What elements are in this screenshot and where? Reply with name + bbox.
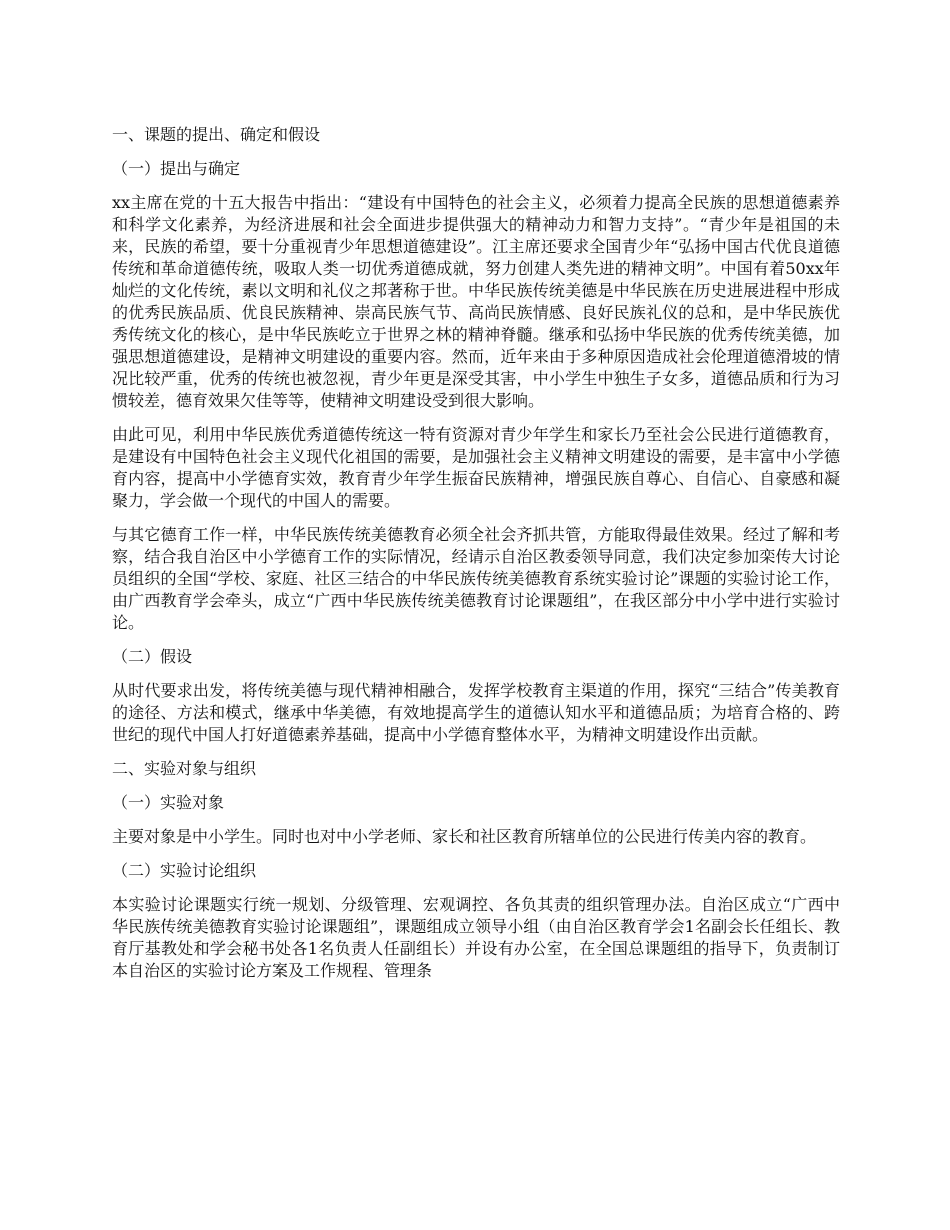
section-2-1-paragraph-1: 主要对象是中小学生。同时也对中小学老师、家长和社区教育所辖单位的公民进行传美内容的教育。 <box>112 827 817 846</box>
section-2-1-heading: （一）实验对象 <box>112 793 225 812</box>
section-1-1-paragraph-1: xx主席在党的十五大报告中指出：“建设有中国特色的社会主义，必须着力提高全民族的思想道德素养和科学文化素养，为经济进展和社会全面进步提供强大的精神动力和智力支持”。“青少年是祖国的未来，民族的希望，要十分重视青少年思想道德建设”。江主席还要求全国青少年“弘扬中国古代优良道德传统和革命道德传统，吸取人类一切优秀道德成就，努力创建人类先进的精神文明”。中国有着50xx年灿烂的文化传统，素以文明和礼仪之邦著称于世。中华民族传统美德是中华民族在历史进展进程中形成的优秀民族品质、优良民族精神、崇高民族气节、高尚民族情感、良好民族礼仪的总和，是中华民族优秀传统文化的核心，是中华民族屹立于世界之林的精神脊髓。继承和弘扬中华民族的优秀传统美德，加强思想道德建设，是精神文明建设的重要内容。然而，近年来由于多种原因造成社会伦理道德滑坡的情况比较严重，优秀的传统也被忽视，青少年更是深受其害，中小学生中独生子女多，道德品质和行为习惯较差，德育效果欠佳等等，使精神文明建设受到很大影响。 <box>112 193 840 410</box>
section-1-2-paragraph-1: 从时代要求出发，将传统美德与现代精神相融合，发挥学校教育主渠道的作用，探究“三结合”传美教育的途径、方法和模式，继承中华美德，有效地提高学生的道德认知水平和道德品质；为培育合格的、跨世纪的现代中国人打好道德素养基础，提高中小学德育整体水平，为精神文明建设作出贡献。 <box>112 681 840 744</box>
section-2-2-paragraph-1: 本实验讨论课题实行统一规划、分级管理、宏观调控、各负其责的组织管理办法。自治区成立“广西中华民族传统美德教育实验讨论课题组”，课题组成立领导小组（由自治区教育学会1名副会长任组长、教育厅基教处和学会秘书处各1名负责人任副组长）并设有办公室，在全国总课题组的指导下，负责制订本自治区的实验讨论方案及工作规程、管理条 <box>112 895 840 980</box>
section-2-2-heading: （二）实验讨论组织 <box>112 861 257 880</box>
section-1-2-heading: （二）假设 <box>112 647 193 666</box>
section-1-1-paragraph-2: 由此可见，利用中华民族优秀道德传统这一特有资源对青少年学生和家长乃至社会公民进行道德教育，是建设有中国特色社会主义现代化祖国的需要，是加强社会主义精神文明建设的需要，是丰富中小学德育内容，提高中小学德育实效，教育青少年学生振奋民族精神，增强民族自尊心、自信心、自豪感和凝聚力，学会做一个现代的中国人的需要。 <box>112 425 840 510</box>
document-page <box>112 124 840 994</box>
section-2-heading: 二、实验对象与组织 <box>112 759 257 778</box>
section-1-1-paragraph-3: 与其它德育工作一样，中华民族传统美德教育必须全社会齐抓共管，方能取得最佳效果。经过了解和考察，结合我自治区中小学德育工作的实际情况，经请示自治区教委领导同意，我们决定参加栾传大讨论员组织的全国“学校、家庭、社区三结合的中华民族传统美德教育系统实验讨论”课题的实验讨论工作，由广西教育学会牵头，成立“广西中华民族传统美德教育讨论课题组”，在我区部分中小学中进行实验讨论。 <box>112 525 840 632</box>
section-1-heading: 一、课题的提出、确定和假设 <box>112 125 321 144</box>
section-1-1-heading: （一）提出与确定 <box>112 159 241 178</box>
